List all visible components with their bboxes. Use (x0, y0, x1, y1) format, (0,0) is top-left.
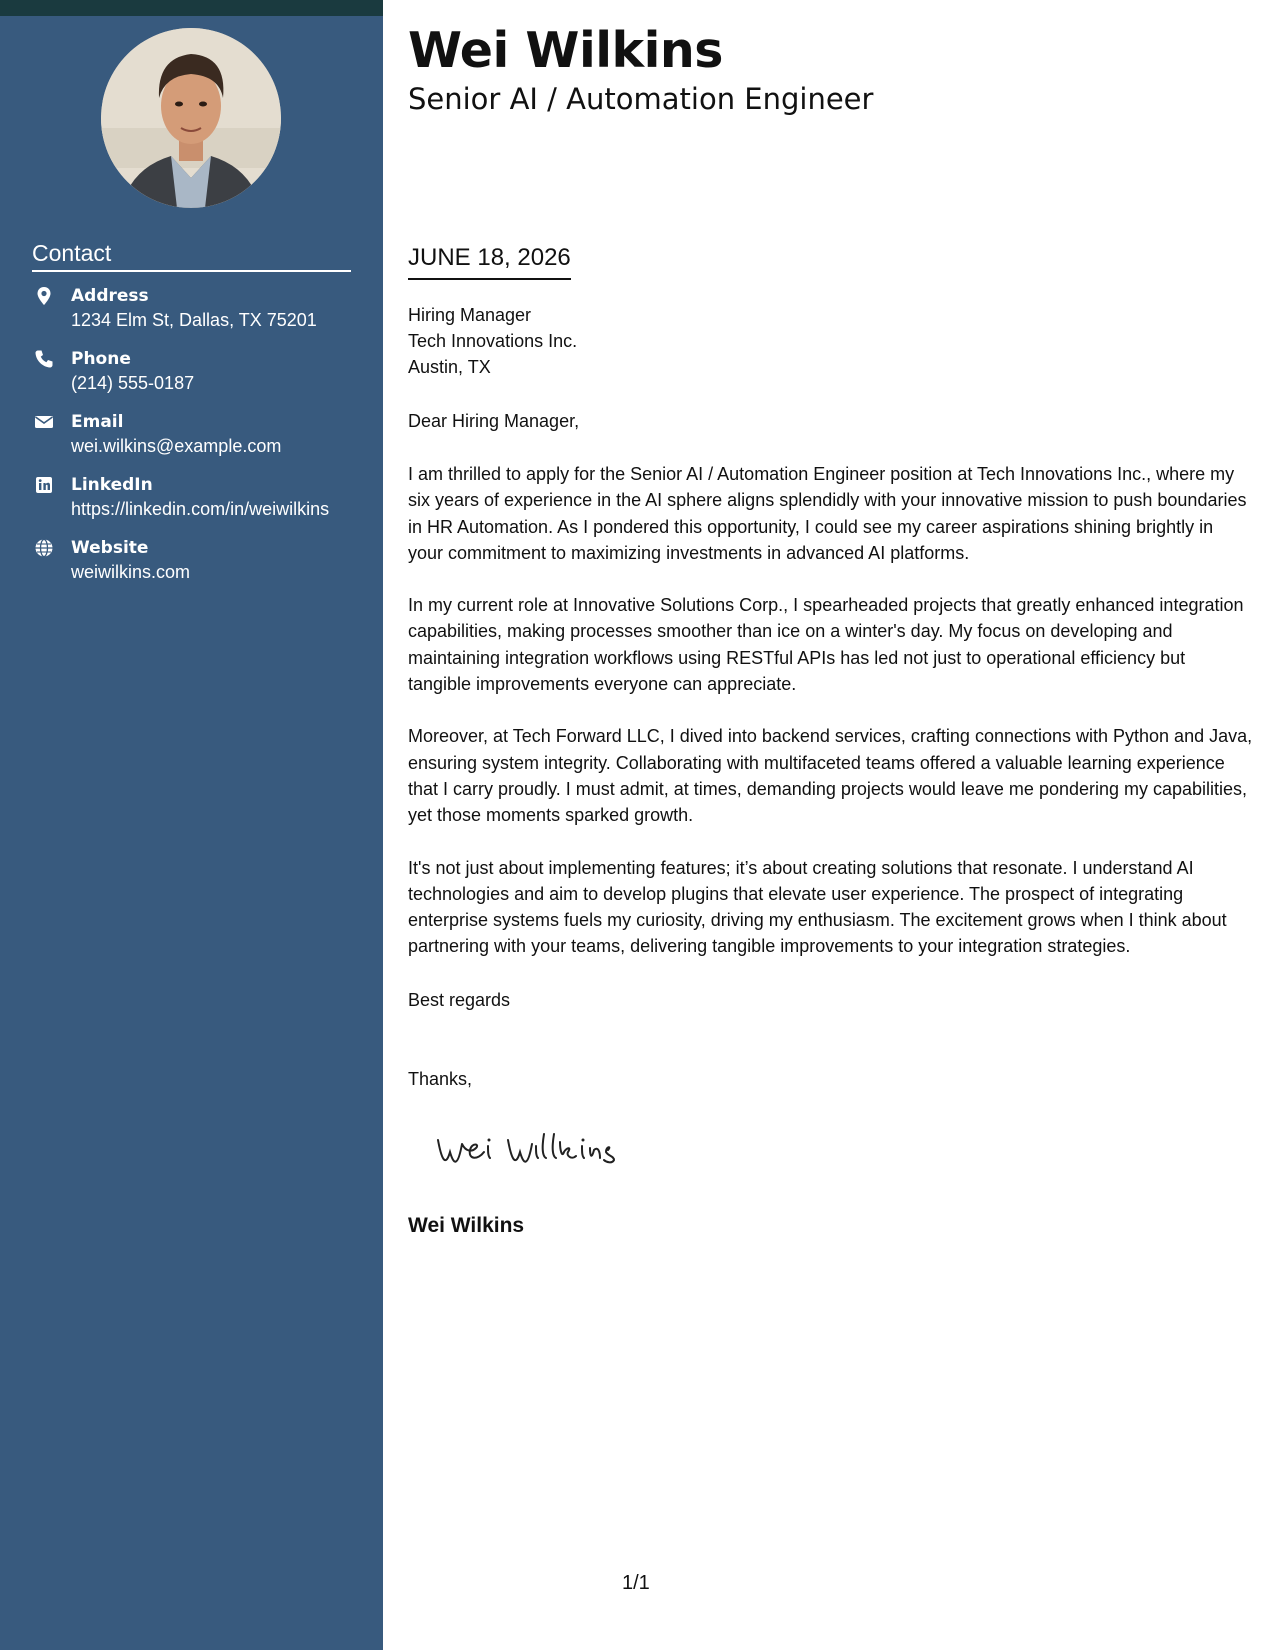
globe-icon (34, 538, 54, 558)
avatar (101, 28, 281, 208)
profile-photo (101, 28, 281, 208)
map-pin-icon (34, 286, 54, 306)
sidebar (0, 0, 383, 1650)
contact-email (32, 410, 352, 458)
paragraph: It's not just about implementing features; it’s about creating solutions that resonate. I understand AI technologies and aim to develop plugins that elevate user experience. The prospect of integrating enterprise systems fuels my curiosity, driving my enthusiasm. The excitement grows when I think about partnering with your teams, delivering tangible improvements to your integration strategies. (408, 857, 1227, 957)
letter-date: JUNE 18, 2026 (408, 244, 571, 280)
linkedin-label: LinkedIn (71, 475, 153, 495)
paragraph: I am thrilled to apply for the Senior AI / Automation Engineer position at Tech Innovations Inc., where my six years of experience in the AI sphere aligns splendidly with your innovative mission to push boundaries in HR Automation. As I pondered this opportunity, I could see my career aspirations shining brightly in your commitment to maximizing investments in advanced AI platforms. (408, 464, 1247, 563)
email-value[interactable]: wei.wilkins@example.com (71, 436, 282, 456)
address-value: 1234 Elm St, Dallas, TX 75201 (71, 310, 317, 330)
recipient-block (408, 302, 577, 380)
letter-body (408, 461, 1253, 986)
page-number: 1/1 (622, 1572, 650, 1594)
envelope-icon (34, 412, 54, 432)
recipient-name: Hiring Manager (408, 305, 532, 325)
greeting: Dear Hiring Manager, (408, 411, 580, 431)
email-label: Email (71, 412, 124, 432)
contact-website (32, 536, 352, 584)
contact-heading: Contact (32, 240, 351, 272)
applicant-name: Wei Wilkins (408, 22, 723, 79)
phone-icon (34, 349, 54, 369)
recipient-location: Austin, TX (408, 357, 491, 377)
linkedin-value[interactable]: https://linkedin.com/in/weiwilkins (71, 499, 330, 519)
website-value[interactable]: weiwilkins.com (71, 562, 191, 582)
job-title: Senior AI / Automation Engineer (408, 82, 874, 116)
signer-name: Wei Wilkins (408, 1214, 525, 1237)
contact-list (32, 284, 352, 599)
paragraph: In my current role at Innovative Solutions Corp., I spearheaded projects that greatly enhanced integration capabilities, making processes smoother than ice on a winter's day. My focus on developing and maintaining integration workflows using RESTful APIs has led not just to operational efficiency but tangible improvements everyone can appreciate. (408, 595, 1244, 695)
contact-address (32, 284, 352, 332)
linkedin-icon (34, 475, 54, 495)
phone-label: Phone (71, 349, 131, 369)
recipient-company: Tech Innovations Inc. (408, 331, 578, 351)
contact-linkedin (32, 473, 352, 521)
website-label: Website (71, 538, 149, 558)
phone-value: (214) 555-0187 (71, 373, 195, 393)
address-label: Address (71, 286, 149, 306)
thanks: Thanks, (408, 1069, 473, 1089)
contact-phone (32, 347, 352, 395)
paragraph: Moreover, at Tech Forward LLC, I dived into backend services, crafting connections with Python and Java, ensuring system integrity. Collaborating with multifaceted teams offered a valuable learning experience that I carry proudly. I must admit, at times, demanding projects would leave me pondering my capabilities, yet those moments sparked growth. (408, 726, 1253, 826)
handwritten-signature (432, 1122, 652, 1178)
closing: Best regards (408, 990, 511, 1010)
sidebar-top-bar (0, 0, 383, 16)
